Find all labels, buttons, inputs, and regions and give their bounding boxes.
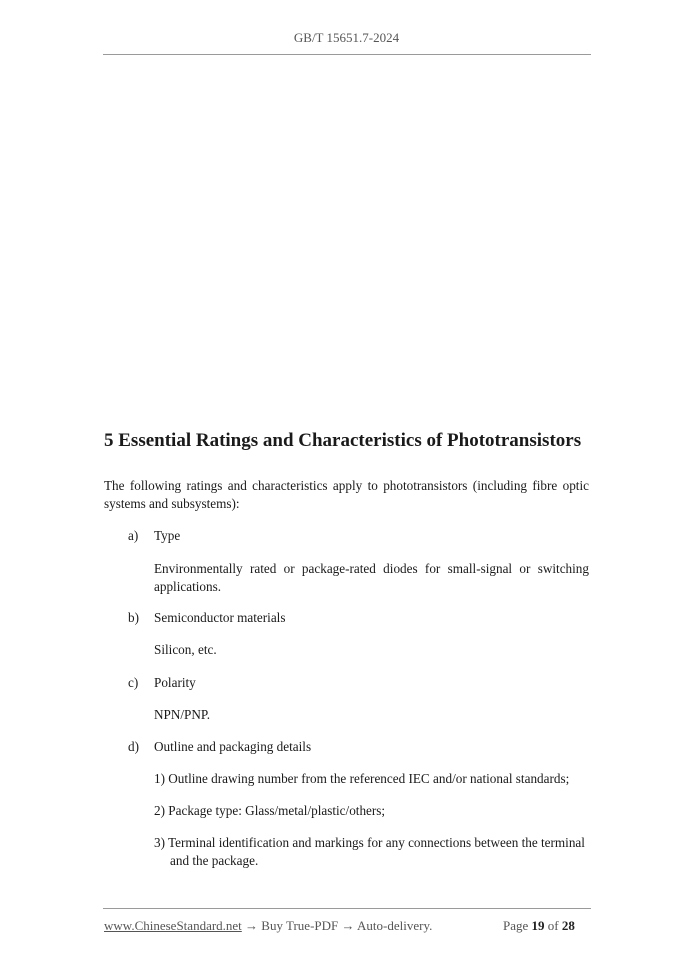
list-item-title: Semiconductor materials (154, 610, 286, 625)
footer-tagline: → Buy True-PDF → Auto-delivery. (241, 918, 433, 933)
sub-list-item: 2) Package type: Glass/metal/plastic/others; (154, 803, 386, 818)
section-heading: 5 Essential Ratings and Characteristics of Phototransistors (104, 430, 582, 451)
list-item-title: Outline and packaging details (154, 739, 312, 754)
intro-paragraph: The following ratings and characteristics apply to phototransistors (including fibre optic systems and subsystems): (104, 478, 589, 511)
document-id-header: GB/T 15651.7-2024 (293, 30, 400, 45)
footer-promo (104, 918, 432, 934)
sub-list-item: 3) Terminal identification and markings for any connections between the terminal and the package. (154, 835, 585, 868)
footer-divider (103, 908, 591, 909)
list-item-body: Silicon, etc. (154, 642, 217, 657)
list-item-marker: c) (128, 675, 139, 690)
page-indicator (503, 918, 575, 934)
list-item-body: Environmentally rated or package-rated diodes for small-signal or switching applications. (154, 561, 589, 594)
list-item-marker: d) (128, 739, 139, 754)
list-item-title: Type (154, 528, 181, 543)
list-item-body: NPN/PNP. (154, 707, 211, 722)
list-item-marker: b) (128, 610, 139, 625)
sub-list-item: 1) Outline drawing number from the referenced IEC and/or national standards; (154, 771, 570, 786)
page-current: 19 (531, 918, 545, 933)
page-total: 28 (561, 918, 575, 933)
list-item-marker: a) (128, 528, 139, 543)
list-item-title: Polarity (154, 675, 196, 690)
page-of-label: of (547, 918, 559, 933)
page-label: Page (503, 918, 529, 933)
website-link[interactable]: www.ChineseStandard.net (104, 918, 242, 933)
header-divider (103, 54, 591, 55)
